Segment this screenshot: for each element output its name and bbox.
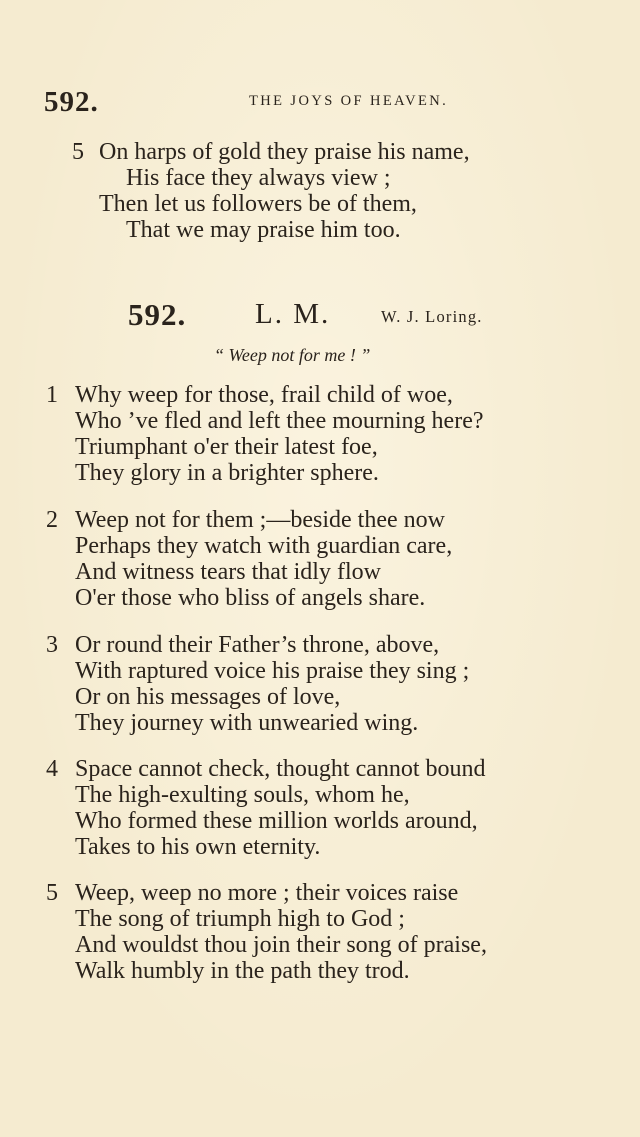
stanza-number: 4 (46, 756, 58, 782)
verse-line: Who formed these million worlds around, (75, 808, 478, 834)
verse-line: Walk humbly in the path they trod. (75, 958, 410, 984)
stanza-number: 3 (46, 632, 58, 658)
stanza-number: 5 (72, 139, 84, 165)
hymn-heading (0, 297, 640, 337)
verse-line: They glory in a brighter sphere. (75, 460, 379, 486)
verse-line: Space cannot check, thought cannot bound (75, 756, 486, 782)
verse-line: Or round their Father’s throne, above, (75, 632, 440, 658)
verse-line: On harps of gold they praise his name, (99, 139, 470, 165)
page-number: 592. (44, 86, 99, 118)
verse-line: Takes to his own eternity. (75, 834, 321, 860)
running-title: THE JOYS OF HEAVEN. (249, 93, 449, 109)
verse-line: The song of triumph high to God ; (75, 906, 405, 932)
verse-line: That we may praise him too. (126, 217, 401, 243)
verse-line: Perhaps they watch with guardian care, (75, 533, 453, 559)
verse-line: Who ’ve fled and left thee mourning here? (75, 408, 484, 434)
verse-line: Or on his messages of love, (75, 684, 341, 710)
hymn-number: 592. (128, 297, 187, 332)
verse-line: With raptured voice his praise they sing ; (75, 658, 470, 684)
verse-line: Triumphant o'er their latest foe, (75, 434, 378, 460)
page-header (44, 86, 604, 120)
verse-line: His face they always view ; (126, 165, 391, 191)
hymn-epigraph: “ Weep not for me ! ” (214, 345, 371, 365)
verse-line: Weep, weep no more ; their voices raise (75, 880, 459, 906)
verse-line: O'er those who bliss of angels share. (75, 585, 426, 611)
hymn-author: W. J. Loring. (381, 307, 483, 326)
verse-line: Weep not for them ;—beside thee now (75, 507, 445, 533)
stanza-number: 2 (46, 507, 58, 533)
stanza-number: 1 (46, 382, 58, 408)
verse-line: The high-exulting souls, whom he, (75, 782, 410, 808)
verse-line: Then let us followers be of them, (99, 191, 417, 217)
stanza-number: 5 (46, 880, 58, 906)
verse-line: And wouldst thou join their song of praise, (75, 932, 487, 958)
verse-line: They journey with unwearied wing. (75, 710, 419, 736)
hymn-meter: L. M. (255, 298, 331, 330)
verse-line: Why weep for those, frail child of woe, (75, 382, 453, 408)
verse-line: And witness tears that idly flow (75, 559, 381, 585)
